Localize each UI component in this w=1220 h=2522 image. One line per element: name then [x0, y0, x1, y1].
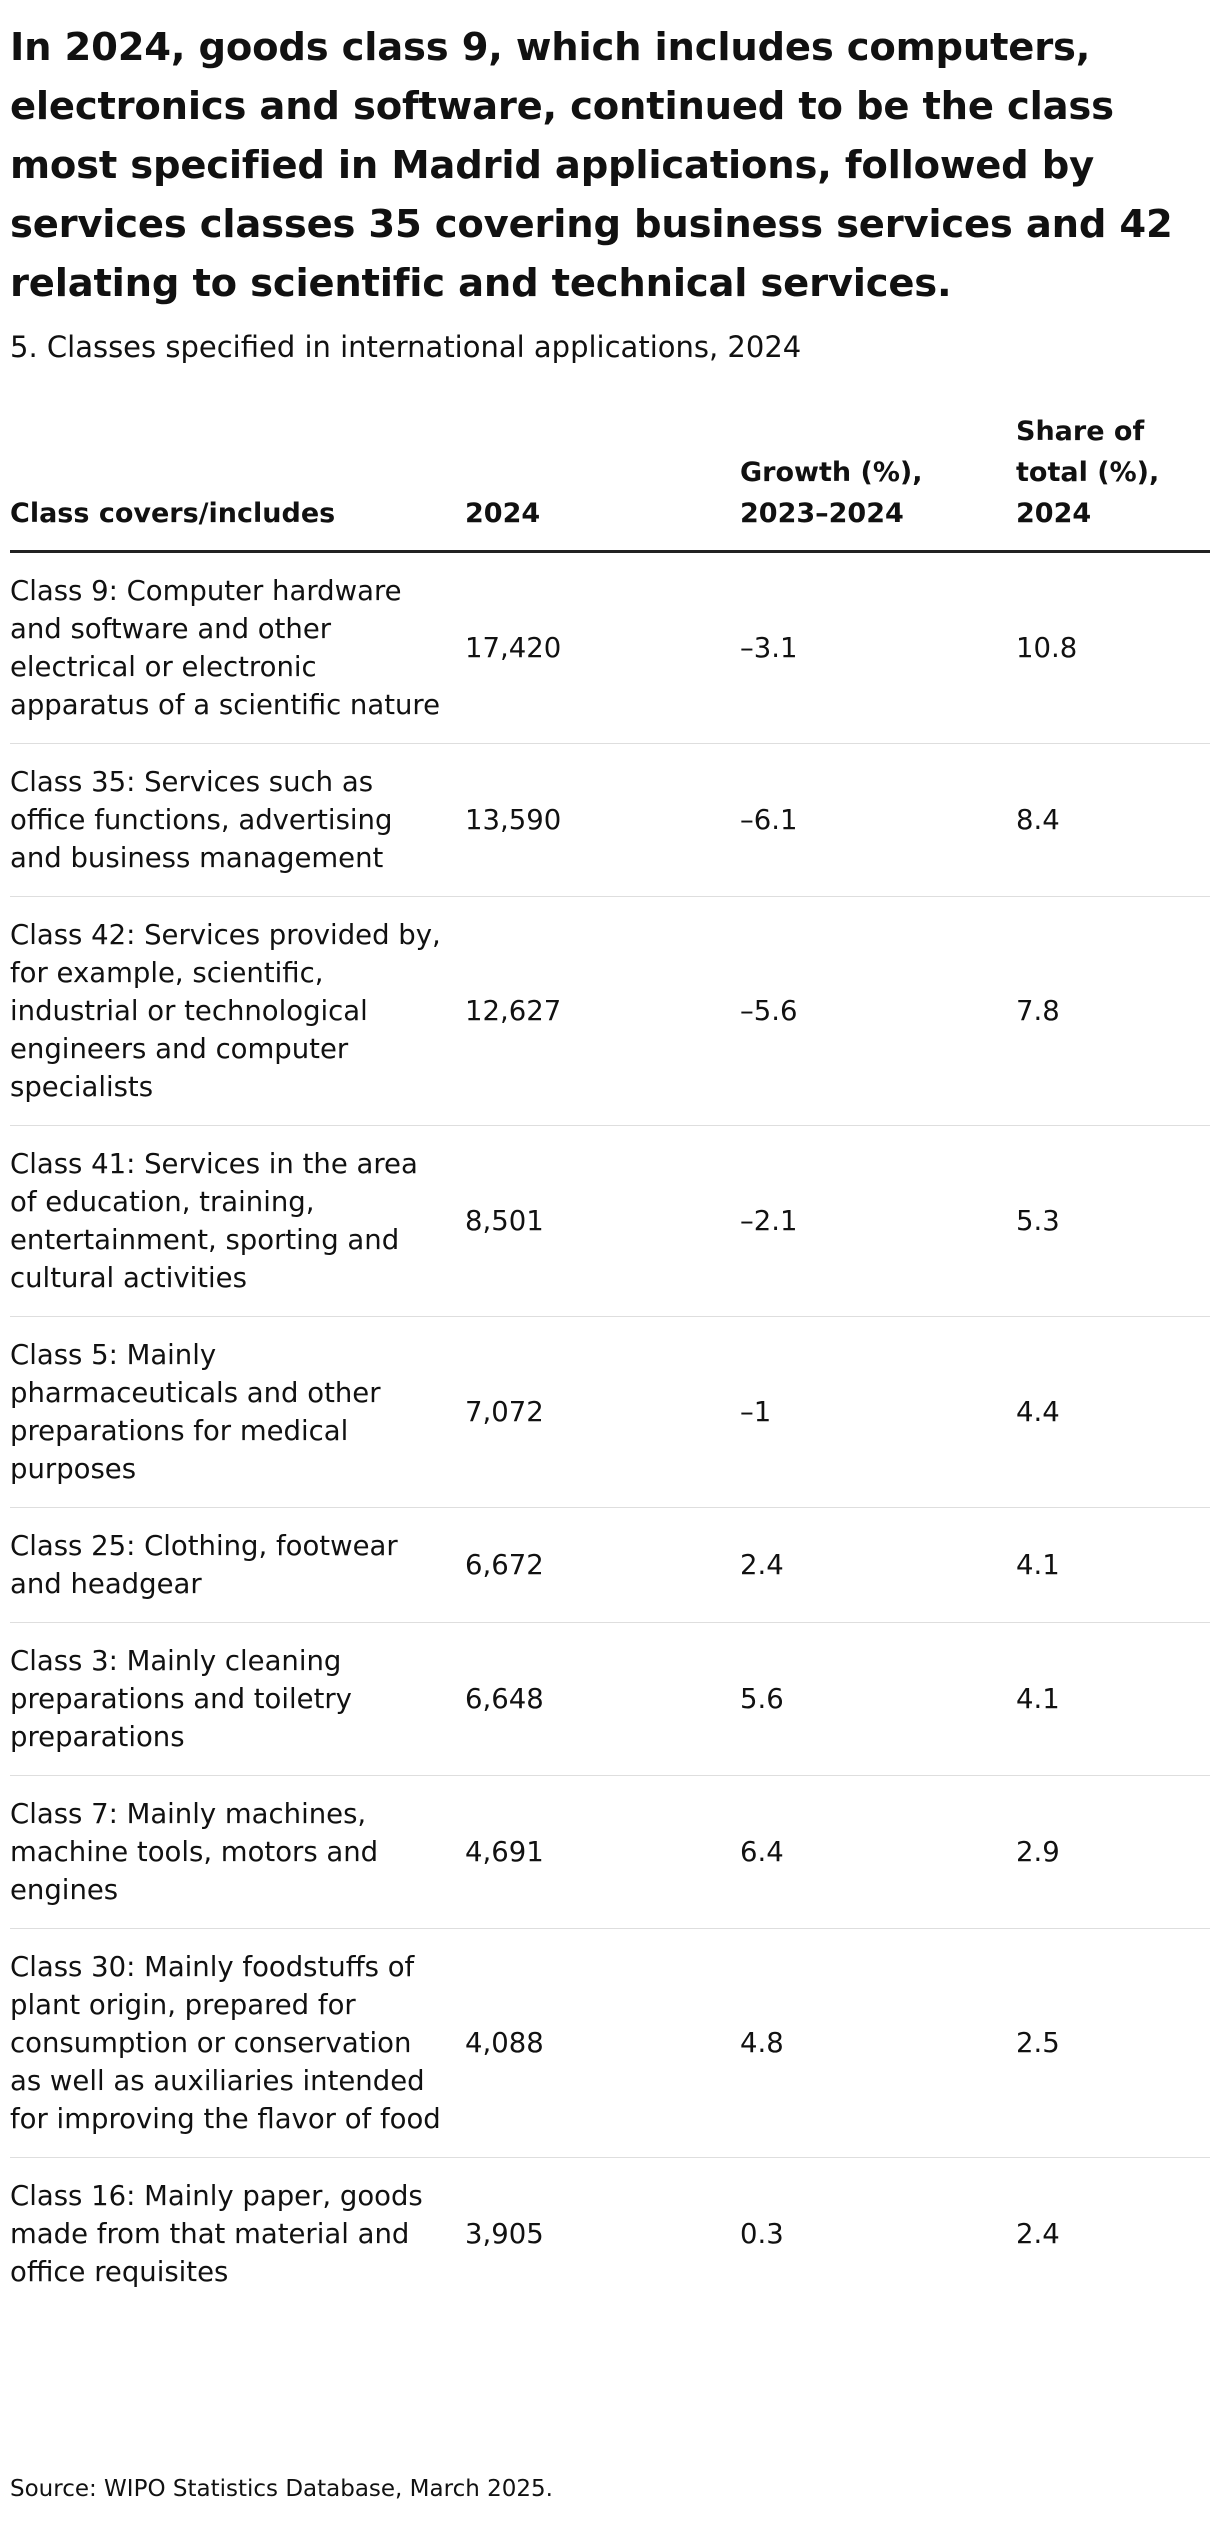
class-cell: Class 41: Services in the area of education, training, entertainment, sporting and cultural activities: [10, 1126, 465, 1317]
growth-cell: –3.1: [740, 552, 1016, 744]
share-cell: 7.8: [1016, 897, 1210, 1126]
value-2024-cell: 12,627: [465, 897, 740, 1126]
table-row: [10, 1929, 1210, 2158]
class-cell: Class 25: Clothing, footwear and headgear: [10, 1508, 465, 1623]
growth-cell: –6.1: [740, 744, 1016, 897]
column-header-2024: 2024: [465, 411, 740, 552]
column-header-class: Class covers/includes: [10, 411, 465, 552]
table-row: [10, 1317, 1210, 1508]
classes-table: [10, 411, 1210, 2310]
value-2024-cell: 8,501: [465, 1126, 740, 1317]
table-body: [10, 552, 1210, 2311]
table-row: [10, 744, 1210, 897]
class-cell: Class 16: Mainly paper, goods made from that material and office requisites: [10, 2180, 423, 2288]
table-subtitle: 5. Classes specified in international applications, 2024: [10, 330, 802, 364]
class-cell: Class 42: Services provided by, for example, scientific, industrial or technological engineers and computer specialists: [10, 897, 465, 1126]
table-row: [10, 2158, 1210, 2311]
table-row: [10, 897, 1210, 1126]
column-header-share: Share of total (%), 2024: [1016, 411, 1210, 552]
growth-cell: 5.6: [740, 1623, 1016, 1776]
growth-cell: 0.3: [740, 2218, 784, 2250]
value-2024-cell: 4,088: [465, 1929, 740, 2158]
headline: In 2024, goods class 9, which includes computers, electronics and software, continued to be the class most specified in Madrid applications, followed by services classes 35 covering business services and 42 relating to scientific and technical services.: [10, 25, 1173, 306]
table-row: [10, 1126, 1210, 1317]
growth-cell: –5.6: [740, 897, 1016, 1126]
value-2024-cell: 6,672: [465, 1508, 740, 1623]
share-cell: 10.8: [1016, 552, 1210, 744]
source-note: Source: WIPO Statistics Database, March 2025.: [10, 2476, 553, 2502]
table-header: [10, 411, 1210, 552]
growth-cell: 2.4: [740, 1508, 1016, 1623]
column-header-growth: Growth (%), 2023–2024: [740, 411, 1016, 552]
share-cell: 2.9: [1016, 1776, 1210, 1929]
value-2024-cell: 3,905: [465, 2218, 544, 2250]
share-cell: 4.1: [1016, 1508, 1210, 1623]
class-cell: Class 5: Mainly pharmaceuticals and other preparations for medical purposes: [10, 1317, 465, 1508]
value-2024-cell: 7,072: [465, 1317, 740, 1508]
table-row: [10, 1623, 1210, 1776]
share-cell: 2.4: [1016, 2218, 1060, 2250]
growth-cell: –2.1: [740, 1126, 1016, 1317]
growth-cell: –1: [740, 1317, 1016, 1508]
class-cell: Class 9: Computer hardware and software and other electrical or electronic apparatus of a scientific nature: [10, 552, 465, 744]
class-cell: Class 7: Mainly machines, machine tools, motors and engines: [10, 1776, 465, 1929]
class-cell: Class 30: Mainly foodstuffs of plant origin, prepared for consumption or conservation as well as auxiliaries intended for improving the flavor of food: [10, 1929, 465, 2158]
share-cell: 5.3: [1016, 1126, 1210, 1317]
share-cell: 2.5: [1016, 1929, 1210, 2158]
share-cell: 4.4: [1016, 1317, 1210, 1508]
growth-cell: 4.8: [740, 1929, 1016, 2158]
class-cell: Class 35: Services such as office functions, advertising and business management: [10, 744, 465, 897]
value-2024-cell: 17,420: [465, 552, 740, 744]
value-2024-cell: 6,648: [465, 1623, 740, 1776]
table-row: [10, 552, 1210, 744]
header-row: [10, 411, 1210, 552]
share-cell: 8.4: [1016, 744, 1210, 897]
growth-cell: 6.4: [740, 1776, 1016, 1929]
value-2024-cell: 4,691: [465, 1776, 740, 1929]
value-2024-cell: 13,590: [465, 744, 740, 897]
share-cell: 4.1: [1016, 1623, 1210, 1776]
table-row: [10, 1776, 1210, 1929]
class-cell: Class 3: Mainly cleaning preparations and toiletry preparations: [10, 1623, 465, 1776]
table-row: [10, 1508, 1210, 1623]
